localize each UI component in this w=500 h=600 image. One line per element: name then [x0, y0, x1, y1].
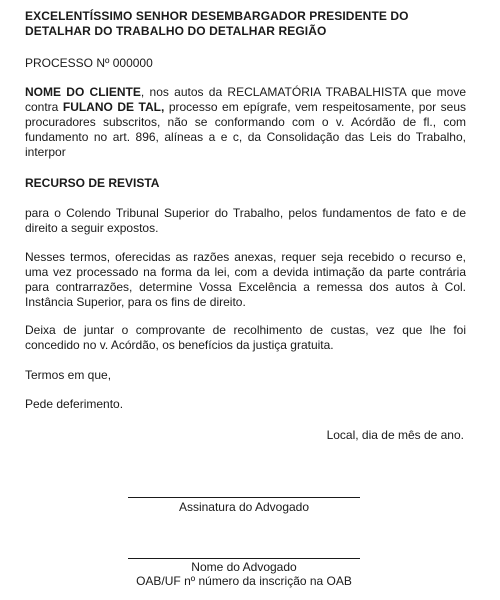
paragraph-costs: Deixa de juntar o comprovante de recolhimento de custas, vez que lhe foi concedido no v. Acórdão, os benefícios da justiça gratuita.: [25, 323, 466, 352]
process-number: PROCESSO Nº 000000: [25, 56, 153, 70]
intro-text-2: processo em epígrafe, vem respeitosamente, por seus procuradores subscritos, não se conformando com o v. Acórdão de fl., com fundamento no art. 896, alíneas a e c, da Consolidação das Leis do Trabalho, interpor: [25, 100, 466, 159]
signature-label-lawyer: Assinatura do Advogado: [178, 500, 310, 514]
opponent-name: FULANO DE TAL,: [62, 100, 165, 114]
closing-terms: Termos em que,: [25, 368, 112, 382]
paragraph-grounds: para o Colendo Tribunal Superior do Trabalho, pelos fundamentos de fato e de direito a seguir expostos.: [25, 206, 466, 235]
place-date: Local, dia de mês de ano.: [326, 428, 464, 442]
signature-line-lawyer: [128, 497, 360, 498]
appeal-title: RECURSO DE REVISTA: [25, 176, 160, 190]
paragraph-request: Nesses termos, oferecidas as razões anexas, requer seja recebido o recurso e, uma vez processado na forma da lei, com a devida intimação da parte contrária para contrarrazões, determine Vossa Excelência a remessa dos autos à Col. Instância Superior, para os fins de direito.: [25, 250, 466, 309]
intro-paragraph: [25, 85, 466, 160]
closing-request: Pede deferimento.: [25, 397, 124, 411]
intro-text-1: , nos autos da RECLAMATÓRIA TRABALHISTA que move contra: [25, 85, 466, 114]
document-heading: EXCELENTÍSSIMO SENHOR DESEMBARGADOR PRESIDENTE DO DETALHAR DO TRABALHO DO DETALHAR REGIÃO: [25, 9, 409, 38]
oab-registration-label: OAB/UF nº número da inscrição na OAB: [136, 574, 352, 588]
client-name: NOME DO CLIENTE: [25, 85, 141, 99]
lawyer-name-label: Nome do Advogado: [191, 560, 297, 574]
signature-line-name: [128, 558, 360, 559]
